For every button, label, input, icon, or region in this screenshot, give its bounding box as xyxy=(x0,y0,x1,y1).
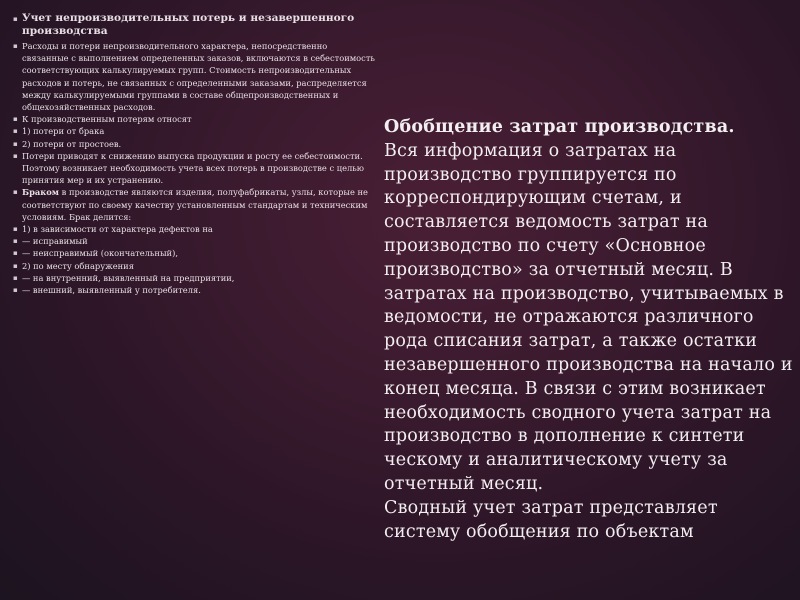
main-paragraph xyxy=(384,116,794,497)
list-item: ▪ К производственным потерям относят xyxy=(14,113,376,125)
list-item: ▪ Потери приводят к снижению выпуска продукции и росту ее себестоимости. Поэтому возникает необходимость учета всех потерь в производстве с целью принятия мер и их устранению. xyxy=(14,150,376,187)
list-item: ▪ — внешний, выявленный у потребителя. xyxy=(14,284,376,296)
list-item: ▪ 2) по месту обнаружения xyxy=(14,260,376,272)
left-text-column xyxy=(14,12,376,296)
second-paragraph: Сводный учет затрат представляет системy обобщения по объектам xyxy=(384,497,718,542)
brak-term: Браком xyxy=(22,187,59,198)
brak-text: в производстве являются изделия, полуфабрикаты, узлы, которые не соответствуют по своему качеству установленным стандартам и техническим условиям. Брак делится: xyxy=(22,187,368,222)
right-text-column xyxy=(384,116,794,544)
paragraph-body: Вся информация о затратах на производство группируется по корреспондирующим счетам, и составляется ведомость затрат на производство по счету «Основное производство» за отчетный месяц. В затратах на производство, учитываемых в ведомости, не отражаются различного рода списания затрат, а также остатки незавершенного производства на начало и конец месяца. В связи с этим возникает необходимость сводного учета затрат на производство в дополнение к синтети ческому и аналитическому учету за отчетный месяц. xyxy=(384,140,793,494)
list-item: ▪ Расходы и потери непроизводительного характера, непосредственно связанные с выполнением определенных заказов, включаются в себестоимость соответствующих калькулируемых групп. Стоимость непроизводительных расходов и потерь, не связанных с определенными заказами, распределяется между калькулируемыми группами в составе общепроизводственных и общехозяйственных расходов. xyxy=(14,40,376,113)
list-item: ▪ 2) потери от простоев. xyxy=(14,138,376,150)
bullet-list xyxy=(14,12,376,296)
list-item: ▪ — на внутренний, выявленный на предприятии, xyxy=(14,272,376,284)
section-heading: ▪ Учет непроизводительных потерь и незавершенного производства xyxy=(14,12,376,38)
list-item-brak xyxy=(14,186,376,223)
list-item: ▪ — неисправимый (окончательный), xyxy=(14,247,376,259)
list-item: ▪ 1) потери от брака xyxy=(14,125,376,137)
paragraph-title: Обобщение затрат производства. xyxy=(384,117,735,137)
list-item: ▪ 1) в зависимости от характера дефектов на xyxy=(14,223,376,235)
list-item: ▪ — исправимый xyxy=(14,235,376,247)
